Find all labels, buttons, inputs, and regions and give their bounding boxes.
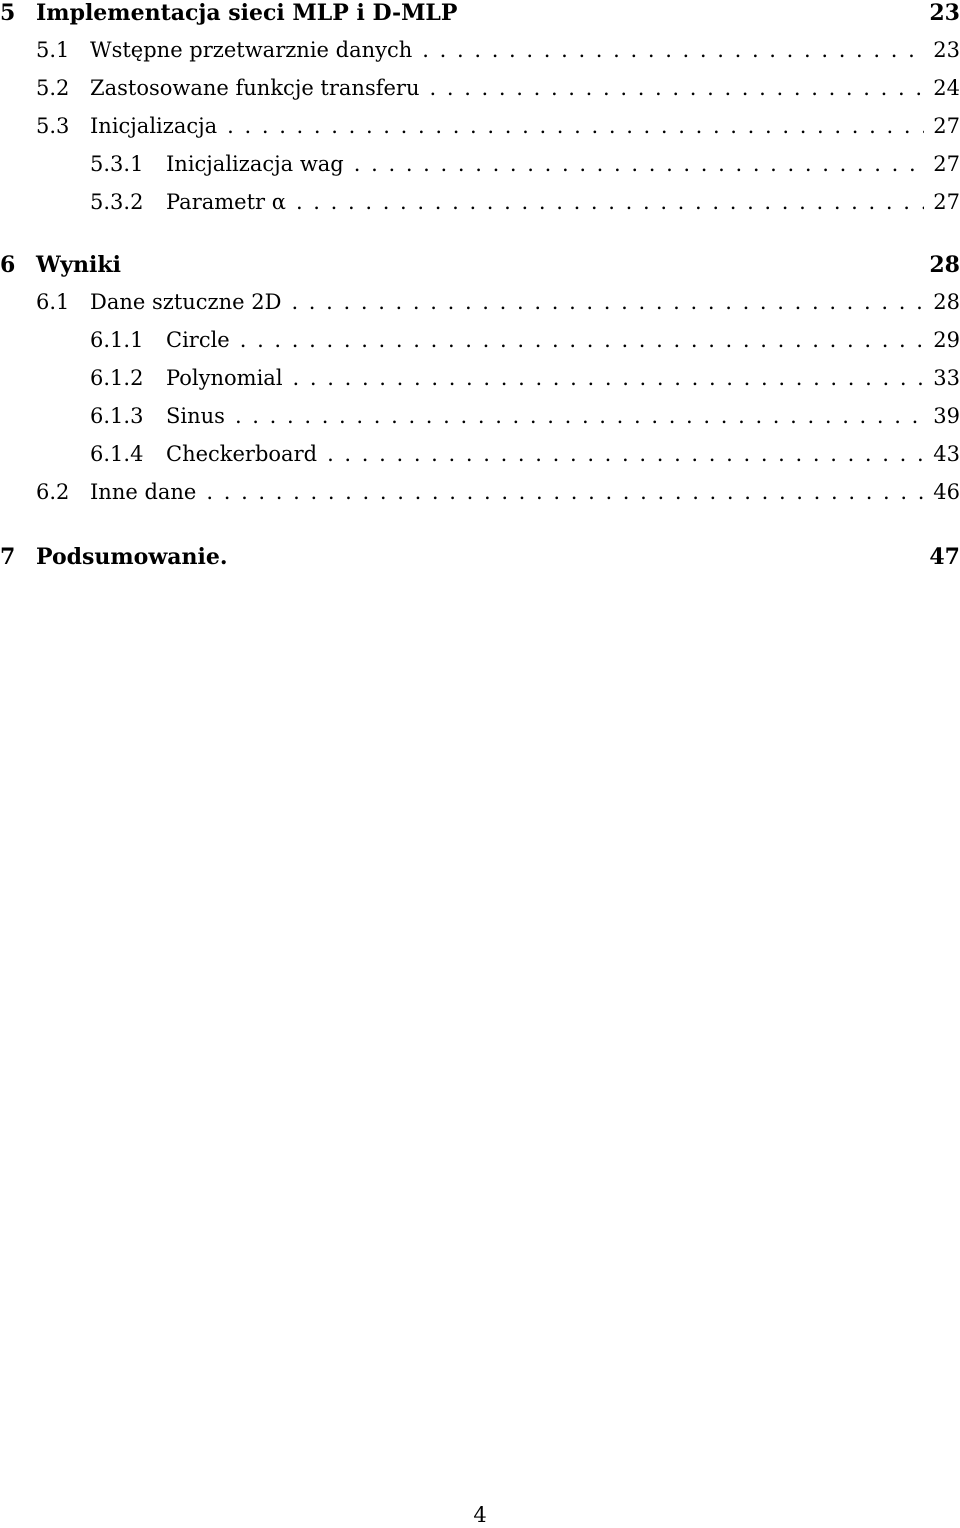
- toc-entry-number: 6.1.4: [90, 442, 144, 466]
- dot-leader: [293, 366, 924, 390]
- toc-entry-section-5-3[interactable]: [0, 114, 960, 148]
- toc-entry-number: 5.3.1: [90, 152, 144, 176]
- toc-entry-page: 27: [933, 152, 960, 176]
- dot-leader: [206, 480, 924, 504]
- toc-entry-title: Podsumowanie.: [36, 544, 228, 570]
- toc-entry-title: Dane sztuczne 2D: [90, 290, 282, 314]
- toc-entry-title: Inicjalizacja: [90, 114, 218, 138]
- toc-entry-number: 5.3.2: [90, 190, 144, 214]
- toc-entry-page: 23: [933, 38, 960, 62]
- toc-entry-chapter-6[interactable]: [0, 252, 960, 286]
- dot-leader: [227, 114, 924, 138]
- toc-entry-chapter-5[interactable]: [0, 0, 960, 34]
- page-number: 4: [473, 1503, 487, 1527]
- toc-entry-page: 23: [929, 0, 960, 26]
- toc-entry-page: 43: [933, 442, 960, 466]
- toc-entry-title: Circle: [166, 328, 230, 352]
- toc-entry-number: 6.1.2: [90, 366, 144, 390]
- toc-entry-page: 47: [929, 544, 960, 570]
- dot-leader: [430, 76, 925, 100]
- toc-entry-section-5-1[interactable]: [0, 38, 960, 72]
- toc-entry-chapter-7[interactable]: [0, 544, 960, 578]
- toc-entry-number: 6.1.1: [90, 328, 144, 352]
- toc-entry-page: 39: [933, 404, 960, 428]
- toc-entry-title: Wyniki: [36, 252, 121, 278]
- toc-entry-title: Implementacja sieci MLP i D-MLP: [36, 0, 458, 26]
- dot-leader: [235, 404, 924, 428]
- toc-entry-title: Inne dane: [90, 480, 197, 504]
- dot-leader: [240, 328, 924, 352]
- dot-leader: [291, 290, 924, 314]
- toc-entry-number: 5: [0, 0, 16, 26]
- toc-entry-subsection-5-3-2[interactable]: [0, 190, 960, 224]
- toc-entry-number: 7: [0, 544, 16, 570]
- toc-entry-title: Sinus: [166, 404, 225, 428]
- toc-entry-page: 28: [929, 252, 960, 278]
- toc-entry-subsection-6-1-2[interactable]: [0, 366, 960, 400]
- toc-entry-number: 6.1.3: [90, 404, 144, 428]
- dot-leader: [422, 38, 924, 62]
- toc-entry-page: 24: [933, 76, 960, 100]
- toc-entry-page: 28: [933, 290, 960, 314]
- toc-entry-number: 5.1: [36, 38, 70, 62]
- toc-entry-page: 29: [933, 328, 960, 352]
- toc-entry-title: Zastosowane funkcje transferu: [90, 76, 420, 100]
- toc-entry-number: 6.2: [36, 480, 70, 504]
- toc-entry-number: 6: [0, 252, 16, 278]
- toc-entry-section-6-1[interactable]: [0, 290, 960, 324]
- toc-entry-number: 5.2: [36, 76, 70, 100]
- toc-entry-title: Parametr α: [166, 190, 286, 214]
- toc-entry-page: 46: [933, 480, 960, 504]
- toc-entry-page: 33: [933, 366, 960, 390]
- toc-entry-page: 27: [933, 114, 960, 138]
- toc-entry-number: 5.3: [36, 114, 70, 138]
- toc-entry-subsection-6-1-1[interactable]: [0, 328, 960, 362]
- toc-entry-subsection-6-1-3[interactable]: [0, 404, 960, 438]
- toc-entry-section-6-2[interactable]: [0, 480, 960, 514]
- toc-entry-title: Wstępne przetwarznie danych: [90, 38, 413, 62]
- toc-entry-number: 6.1: [36, 290, 70, 314]
- toc-entry-subsection-5-3-1[interactable]: [0, 152, 960, 186]
- dot-leader: [354, 152, 924, 176]
- toc-entry-section-5-2[interactable]: [0, 76, 960, 110]
- toc-entry-title: Inicjalizacja wag: [166, 152, 344, 176]
- toc-entry-subsection-6-1-4[interactable]: [0, 442, 960, 476]
- toc-entry-page: 27: [933, 190, 960, 214]
- dot-leader: [327, 442, 924, 466]
- toc-entry-title: Polynomial: [166, 366, 283, 390]
- dot-leader: [296, 190, 924, 214]
- toc-entry-title: Checkerboard: [166, 442, 318, 466]
